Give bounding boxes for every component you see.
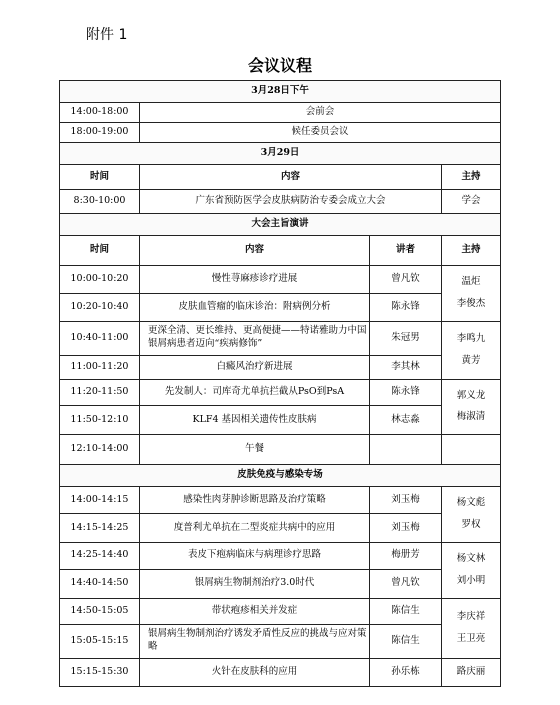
table-cell-content: 白癜风治疗新进展 xyxy=(140,355,370,379)
table-cell-content: 表皮下疱病临床与病理诊疗思路 xyxy=(140,542,370,569)
column-header-content: 内容 xyxy=(140,236,370,266)
table-cell-time: 10:40-11:00 xyxy=(60,321,140,355)
table-cell-speaker: 陈信生 xyxy=(370,598,442,624)
chair-name: 杨文林 xyxy=(456,552,486,564)
column-header-time: 时间 xyxy=(60,236,140,266)
table-cell-time: 15:15-15:30 xyxy=(60,658,140,686)
chair-name: 罗权 xyxy=(461,519,481,531)
table-cell-content: 感染性肉芽肿诊断思路及治疗策略 xyxy=(140,487,370,514)
table-cell-time: 12:10-14:00 xyxy=(60,435,140,465)
chair-name: 黄芳 xyxy=(461,354,481,366)
table-cell-speaker: 李其林 xyxy=(370,355,442,379)
table-cell-speaker: 陈信生 xyxy=(370,624,442,658)
table-cell-speaker: 孙乐栋 xyxy=(370,658,442,686)
table-cell-speaker xyxy=(370,435,442,465)
table-cell-content: 午餐 xyxy=(140,435,370,465)
table-cell-time: 10:00-10:20 xyxy=(60,266,140,294)
table-cell-content: 候任委员会议 xyxy=(140,123,501,143)
table-cell-content: 更深全清、更长维持、更高便捷——特诺雅助力中国银屑病患者迈向“疾病修饰” xyxy=(140,321,370,355)
table-cell-chair: 学会 xyxy=(442,190,501,214)
table-cell-speaker: 刘玉梅 xyxy=(370,514,442,543)
table-cell-speaker: 陈永锋 xyxy=(370,379,442,406)
table-cell-content: 带状疱疹相关并发症 xyxy=(140,598,370,624)
table-cell-time: 15:05-15:15 xyxy=(60,624,140,658)
table-cell-content: 银屑病生物制剂治疗3.0时代 xyxy=(140,569,370,598)
table-cell-chair xyxy=(442,379,501,435)
table-cell-time: 11:20-11:50 xyxy=(60,379,140,406)
day2-header: 3月29日 xyxy=(60,143,501,165)
table-cell-time: 11:00-11:20 xyxy=(60,355,140,379)
table-cell-content: 火针在皮肤科的应用 xyxy=(140,658,370,686)
table-cell-time: 14:40-14:50 xyxy=(60,569,140,598)
table-cell-time: 10:20-10:40 xyxy=(60,293,140,321)
chair-name: 杨文彪 xyxy=(456,497,486,509)
table-cell-speaker: 曾凡钦 xyxy=(370,569,442,598)
table-cell-chair xyxy=(442,266,501,322)
table-cell-time: 14:00-18:00 xyxy=(60,103,140,123)
column-header-time: 时间 xyxy=(60,165,140,190)
chair-name: 温炬 xyxy=(461,276,481,287)
chair-name: 李庆祥 xyxy=(456,610,486,622)
agenda-table xyxy=(59,80,501,687)
table-cell-content: 慢性荨麻疹诊疗进展 xyxy=(140,266,370,294)
table-cell-time: 18:00-19:00 xyxy=(60,123,140,143)
table-cell-time: 14:00-14:15 xyxy=(60,487,140,514)
table-cell-content: KLF4 基因相关遗传性皮肤病 xyxy=(140,406,370,435)
chair-name: 李俊杰 xyxy=(456,297,486,309)
keynote-header: 大会主旨演讲 xyxy=(60,214,501,236)
column-header-chair: 主持 xyxy=(442,236,501,266)
table-cell-chair xyxy=(442,542,501,598)
table-cell-chair xyxy=(442,487,501,543)
table-cell-content: 会前会 xyxy=(140,103,501,123)
table-cell-content: 皮肤血管瘤的临床诊治：附病例分析 xyxy=(140,293,370,321)
table-cell-time: 8:30-10:00 xyxy=(60,190,140,214)
table-cell-content: 度普利尤单抗在二型炎症共病中的应用 xyxy=(140,514,370,543)
table-cell-speaker: 曾凡钦 xyxy=(370,266,442,294)
table-cell-speaker: 陈永锋 xyxy=(370,293,442,321)
day1-header: 3月28日下午 xyxy=(60,81,501,103)
table-cell-time: 14:50-15:05 xyxy=(60,598,140,624)
table-cell-content: 先发制人：司库奇尤单抗拦截从PsO到PsA xyxy=(140,379,370,406)
chair-name: 郭义龙 xyxy=(456,389,486,401)
table-cell-speaker: 林志淼 xyxy=(370,406,442,435)
table-cell-content: 广东省预防医学会皮肤病防治专委会成立大会 xyxy=(140,190,442,214)
table-cell-content: 银屑病生物制剂治疗诱发矛盾性反应的挑战与应对策略 xyxy=(140,624,370,658)
table-cell-time: 14:25-14:40 xyxy=(60,542,140,569)
chair-name: 刘小明 xyxy=(456,574,486,586)
table-cell-chair xyxy=(442,435,501,465)
table-cell-speaker: 朱冠男 xyxy=(370,321,442,355)
chair-name: 梅淑清 xyxy=(456,411,486,423)
column-header-speaker: 讲者 xyxy=(370,236,442,266)
table-cell-time: 14:15-14:25 xyxy=(60,514,140,543)
chair-name: 王卫亮 xyxy=(456,632,486,644)
table-cell-time: 11:50-12:10 xyxy=(60,406,140,435)
table-cell-speaker: 梅册芳 xyxy=(370,542,442,569)
column-header-chair: 主持 xyxy=(442,165,501,190)
attachment-label: 附件 1 xyxy=(86,27,128,43)
document-title: 会议议程 xyxy=(247,56,312,75)
chair-name: 李鸣九 xyxy=(456,332,486,344)
immune-session-header: 皮肤免疫与感染专场 xyxy=(60,465,501,487)
table-cell-chair: 路庆丽 xyxy=(442,658,501,686)
table-cell-speaker: 刘玉梅 xyxy=(370,487,442,514)
table-cell-chair xyxy=(442,598,501,658)
table-cell-chair xyxy=(442,321,501,379)
column-header-content: 内容 xyxy=(140,165,442,190)
